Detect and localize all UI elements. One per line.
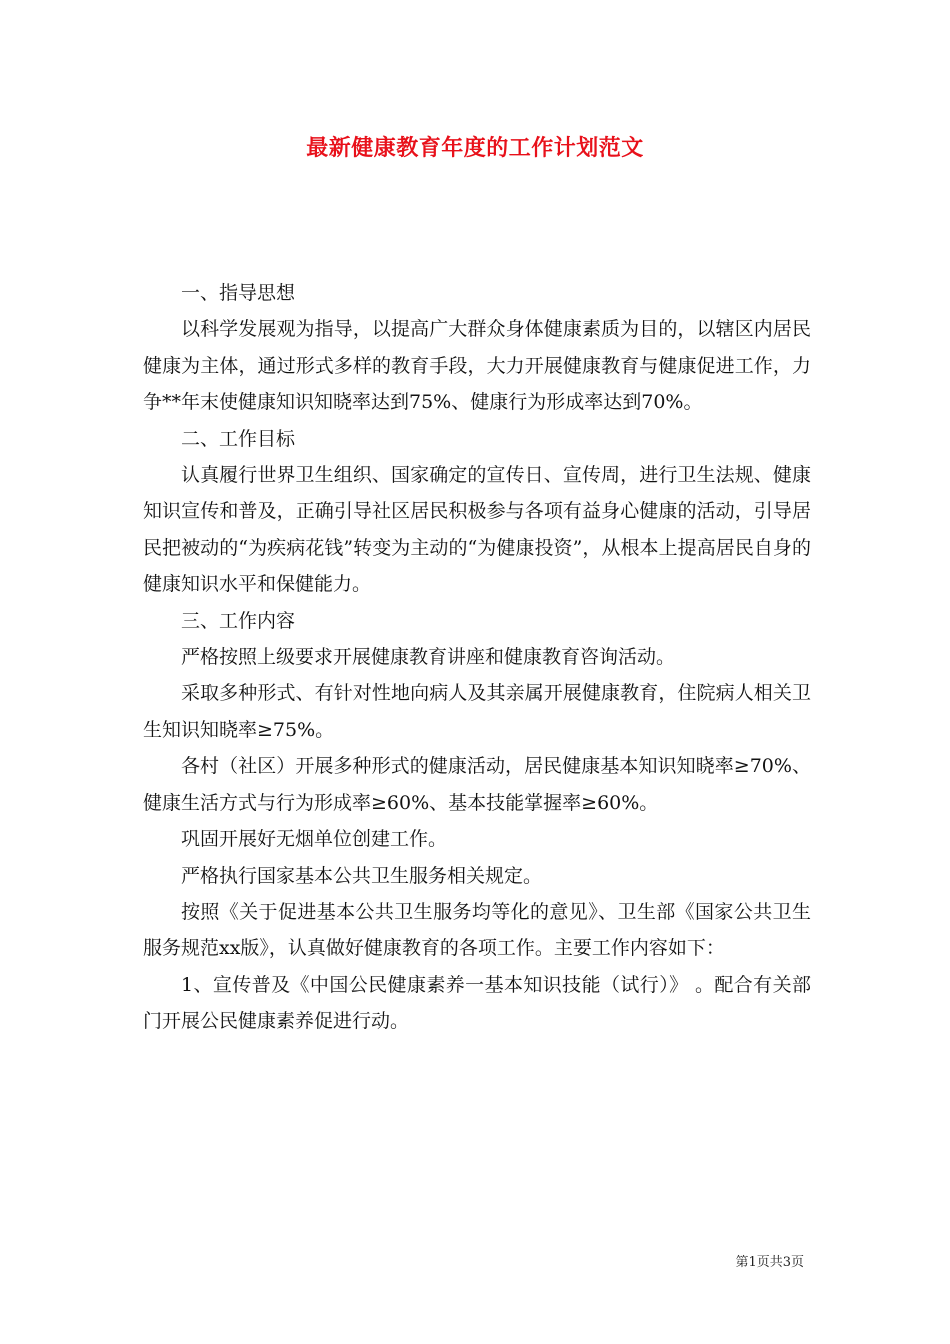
section-heading-3: 三、工作内容 [181,609,296,632]
paragraph: 以科学发展观为指导，以提高广大群众身体健康素质为目的，以辖区内居民健康为主体，通过形式多样的教育手段，大力开展健康教育与健康促进工作，力争**年末使健康知识知晓率达到75%、健康行为形成率达到70%。 [143,318,811,414]
paragraph: 严格执行国家基本公共卫生服务相关规定。 [181,864,543,887]
paragraph: 1、宣传普及《中国公民健康素养一基本知识技能（试行）》 。配合有关部门开展公民健康素养促进行动。 [143,973,811,1033]
section-heading-2: 二、工作目标 [181,427,296,450]
paragraph: 巩固开展好无烟单位创建工作。 [181,828,448,851]
paragraph: 严格按照上级要求开展健康教育讲座和健康教育咨询活动。 [181,646,676,669]
paragraph: 认真履行世界卫生组织、国家确定的宣传日、宣传周，进行卫生法规、健康知识宣传和普及，正确引导社区居民积极参与各项有益身心健康的活动，引导居民把被动的“为疾病花钱”转变为主动的“为健康投资”，从根本上提高居民自身的健康知识水平和保健能力。 [143,464,811,596]
document-body [143,275,811,1040]
paragraph: 各村（社区）开展多种形式的健康活动，居民健康基本知识知晓率≥70%、健康生活方式与行为形成率≥60%、基本技能掌握率≥60%。 [143,755,811,814]
paragraph: 采取多种形式、有针对性地向病人及其亲属开展健康教育，住院病人相关卫生知识知晓率≥75%。 [143,682,811,741]
document-title: 最新健康教育年度的工作计划范文 [306,135,644,161]
paragraph: 按照《关于促进基本公共卫生服务均等化的意见》、卫生部《国家公共卫生服务规范xx版》，认真做好健康教育的各项工作。主要工作内容如下： [143,900,811,960]
section-heading-1: 一、指导思想 [181,282,296,304]
page-number: 第1页共3页 [735,1255,804,1270]
